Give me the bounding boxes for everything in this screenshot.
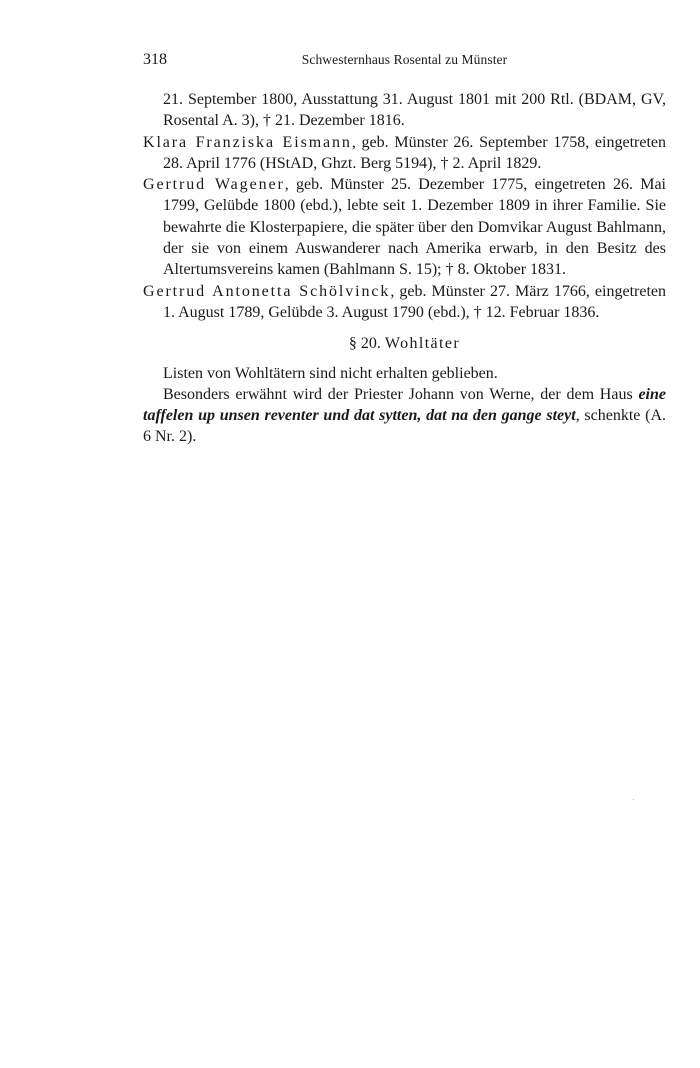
section-title: Wohltäter — [384, 335, 461, 353]
running-header — [143, 50, 666, 70]
list-item — [143, 132, 666, 175]
person-name: Klara Franziska Eismann — [143, 133, 352, 151]
person-name: Gertrud Wagener — [143, 176, 285, 194]
entry-text: 21. September 1800, Ausstattung 31. August 1801 mit 200 Rtl. (BDAM, GV, Rosental A. 3), † 21. Dezember 1816. — [163, 91, 666, 130]
running-title: Schwesternhaus Rosental zu Münster — [301, 52, 508, 67]
list-item — [143, 281, 666, 324]
entry-text: , geb. Münster 27. März 1766, eingetreten 1. August 1789, Gelübde 3. August 1790 (ebd.), † 12. Februar 1836. — [163, 282, 666, 321]
scan-dot — [633, 799, 634, 800]
quoted-phrase: eine taffelen up unsen reventer und dat sytten, dat na den gange steyt — [143, 385, 666, 425]
body-text — [143, 89, 666, 448]
paragraph — [143, 384, 666, 448]
entry-text: , geb. Münster 26. September 1758, eingetreten 28. April 1776 (HStAD, Ghzt. Berg 5194), † 2. April 1829. — [163, 133, 666, 172]
entry-text: , geb. Münster 25. Dezember 1775, eingetreten 26. Mai 1799, Gelübde 1800 (ebd.), lebte seit 1. Dezember 1809 in ihrer Familie. Sie bewahrte die Klosterpapiere, die später über den Domvikar August Bahlmann, der sie von einem Auswanderer nach Amerika erwarb, in den Besitz des Altertumsvereins kamen (Bahlmann S. 15); † 8. Oktober 1831. — [163, 176, 667, 279]
list-item — [143, 174, 666, 280]
paragraph — [143, 363, 666, 384]
section-heading — [143, 333, 666, 354]
paragraph-text: Listen von Wohltätern sind nicht erhalten geblieben. — [163, 364, 498, 382]
list-item — [143, 89, 666, 132]
person-name: Gertrud Antonetta Schölvinck — [143, 282, 391, 300]
paragraph-text: Besonders erwähnt wird der Priester Johann von Werne, der dem Haus — [163, 385, 639, 403]
page-number: 318 — [143, 51, 167, 68]
paragraph-text: , schenkte (A. 6 Nr. 2). — [143, 407, 667, 446]
section-number: § 20. — [348, 335, 381, 353]
